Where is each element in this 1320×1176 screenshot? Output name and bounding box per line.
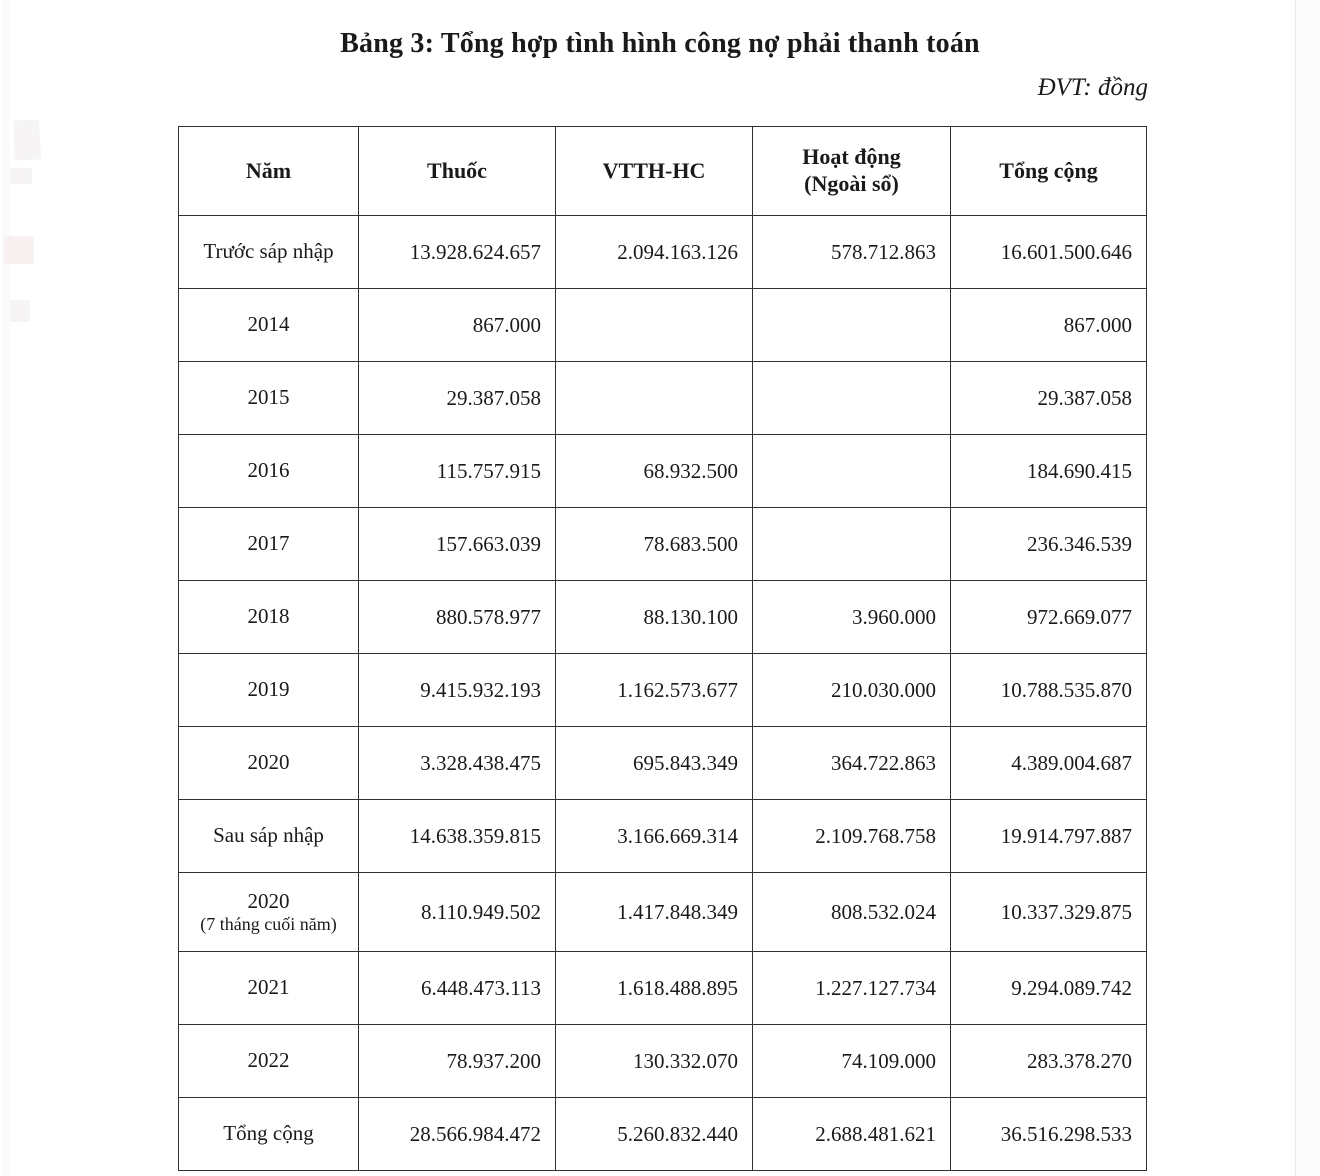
row-vtth-hc-cell-value: 1.417.848.349 bbox=[617, 899, 738, 924]
row-tong-cong-cell-value: 9.294.089.742 bbox=[1011, 975, 1132, 1000]
row-vtth-hc-cell bbox=[556, 800, 753, 873]
row-thuoc-cell-value: 14.638.359.815 bbox=[409, 823, 541, 848]
row-thuoc-cell bbox=[359, 727, 556, 800]
row-vtth-hc-cell bbox=[556, 216, 753, 289]
row-hoat-dong-cell bbox=[753, 289, 951, 362]
table-row bbox=[179, 873, 1147, 952]
row-hoat-dong-cell-value: 1.227.127.734 bbox=[815, 975, 936, 1000]
row-tong-cong-cell bbox=[951, 508, 1147, 581]
row-year-cell bbox=[179, 800, 359, 873]
row-tong-cong-cell-value: 184.690.415 bbox=[1027, 458, 1132, 483]
row-tong-cong-cell-value: 867.000 bbox=[1063, 312, 1132, 337]
debt-summary-table-container bbox=[178, 126, 1146, 1171]
row-hoat-dong-cell bbox=[753, 727, 951, 800]
row-hoat-dong-cell-value: 2.688.481.621 bbox=[815, 1121, 936, 1146]
row-thuoc-cell bbox=[359, 873, 556, 952]
scan-artifact bbox=[10, 168, 32, 184]
row-thuoc-cell-value: 28.566.984.472 bbox=[409, 1121, 541, 1146]
row-hoat-dong-cell-value: 808.532.024 bbox=[831, 899, 936, 924]
row-vtth-hc-cell-value: 1.162.573.677 bbox=[617, 677, 738, 702]
row-year-note: (7 tháng cuối năm) bbox=[200, 913, 337, 934]
row-hoat-dong-cell bbox=[753, 362, 951, 435]
row-hoat-dong-cell bbox=[753, 216, 951, 289]
row-thuoc-cell bbox=[359, 952, 556, 1025]
row-thuoc-cell-value: 115.757.915 bbox=[436, 458, 541, 483]
row-vtth-hc-cell bbox=[556, 727, 753, 800]
row-tong-cong-cell bbox=[951, 216, 1147, 289]
row-vtth-hc-cell-value: 1.618.488.895 bbox=[617, 975, 738, 1000]
row-vtth-hc-cell bbox=[556, 581, 753, 654]
row-year-label: 2015 bbox=[247, 385, 290, 410]
row-thuoc-cell bbox=[359, 654, 556, 727]
column-header-vtth-hc-label: VTTH-HC bbox=[602, 157, 706, 183]
row-year-label: 2022 bbox=[247, 1048, 290, 1073]
row-vtth-hc-cell-value: 78.683.500 bbox=[643, 531, 738, 556]
column-header-thuoc-label: Thuốc bbox=[427, 157, 487, 183]
scan-artifact bbox=[10, 300, 30, 322]
row-year-cell bbox=[179, 1025, 359, 1098]
row-thuoc-cell-value: 6.448.473.113 bbox=[421, 975, 541, 1000]
row-vtth-hc-cell bbox=[556, 654, 753, 727]
row-tong-cong-cell-value: 972.669.077 bbox=[1027, 604, 1132, 629]
row-thuoc-cell-value: 8.110.949.502 bbox=[421, 899, 541, 924]
row-tong-cong-cell bbox=[951, 800, 1147, 873]
row-thuoc-cell-value: 880.578.977 bbox=[436, 604, 541, 629]
row-vtth-hc-cell bbox=[556, 362, 753, 435]
row-vtth-hc-cell bbox=[556, 289, 753, 362]
column-header-tong-cong bbox=[951, 127, 1147, 216]
row-hoat-dong-cell-value: 74.109.000 bbox=[841, 1048, 936, 1073]
scan-artifact bbox=[13, 119, 41, 160]
row-tong-cong-cell-value: 36.516.298.533 bbox=[1000, 1121, 1132, 1146]
table-row bbox=[179, 362, 1147, 435]
row-vtth-hc-cell-value: 68.932.500 bbox=[643, 458, 738, 483]
row-vtth-hc-cell bbox=[556, 508, 753, 581]
row-thuoc-cell-value: 3.328.438.475 bbox=[420, 750, 541, 775]
row-year-cell bbox=[179, 289, 359, 362]
row-thuoc-cell bbox=[359, 435, 556, 508]
row-year-cell bbox=[179, 952, 359, 1025]
row-year-label: Sau sáp nhập bbox=[213, 823, 324, 848]
row-year-cell bbox=[179, 581, 359, 654]
table-row bbox=[179, 216, 1147, 289]
row-vtth-hc-cell bbox=[556, 873, 753, 952]
scan-artifact bbox=[2, 0, 10, 1176]
row-hoat-dong-cell bbox=[753, 654, 951, 727]
row-year-label: 2014 bbox=[247, 312, 290, 337]
row-tong-cong-cell bbox=[951, 289, 1147, 362]
row-year-cell bbox=[179, 216, 359, 289]
row-hoat-dong-cell-value: 3.960.000 bbox=[852, 604, 936, 629]
column-header-vtth-hc bbox=[556, 127, 753, 216]
row-year-label: Tổng cộng bbox=[223, 1121, 314, 1146]
row-vtth-hc-cell-value: 88.130.100 bbox=[643, 604, 738, 629]
row-year-label: 2018 bbox=[247, 604, 290, 629]
unit-label: ĐVT: đồng bbox=[1037, 74, 1148, 101]
column-header-tong-cong-label: Tổng cộng bbox=[999, 157, 1098, 183]
page-edge-shadow bbox=[1296, 0, 1320, 1176]
table-header bbox=[179, 127, 1147, 216]
debt-summary-table bbox=[178, 126, 1147, 1171]
row-hoat-dong-cell bbox=[753, 1098, 951, 1171]
row-tong-cong-cell-value: 283.378.270 bbox=[1027, 1048, 1132, 1073]
row-thuoc-cell-value: 157.663.039 bbox=[436, 531, 541, 556]
table-body bbox=[179, 216, 1147, 1171]
row-vtth-hc-cell bbox=[556, 1098, 753, 1171]
row-thuoc-cell bbox=[359, 581, 556, 654]
scan-artifact bbox=[4, 236, 34, 264]
row-thuoc-cell bbox=[359, 1025, 556, 1098]
row-tong-cong-cell bbox=[951, 727, 1147, 800]
row-tong-cong-cell bbox=[951, 654, 1147, 727]
row-year-label: 2019 bbox=[247, 677, 290, 702]
row-hoat-dong-cell-value: 578.712.863 bbox=[831, 239, 936, 264]
row-tong-cong-cell bbox=[951, 581, 1147, 654]
row-thuoc-cell bbox=[359, 362, 556, 435]
row-vtth-hc-cell-value: 130.332.070 bbox=[633, 1048, 738, 1073]
row-hoat-dong-cell bbox=[753, 800, 951, 873]
row-thuoc-cell-value: 13.928.624.657 bbox=[409, 239, 541, 264]
row-thuoc-cell-value: 29.387.058 bbox=[446, 385, 541, 410]
table-row bbox=[179, 581, 1147, 654]
row-year-label: 2020 bbox=[247, 750, 290, 775]
row-thuoc-cell-value: 78.937.200 bbox=[446, 1048, 541, 1073]
row-tong-cong-cell-value: 16.601.500.646 bbox=[1000, 239, 1132, 264]
table-row bbox=[179, 289, 1147, 362]
row-vtth-hc-cell bbox=[556, 1025, 753, 1098]
row-tong-cong-cell bbox=[951, 362, 1147, 435]
column-header-year bbox=[179, 127, 359, 216]
row-thuoc-cell bbox=[359, 289, 556, 362]
row-hoat-dong-cell bbox=[753, 435, 951, 508]
row-thuoc-cell bbox=[359, 800, 556, 873]
row-year-cell bbox=[179, 873, 359, 952]
column-header-hoat-dong bbox=[753, 127, 951, 216]
table-row bbox=[179, 1098, 1147, 1171]
row-tong-cong-cell bbox=[951, 952, 1147, 1025]
row-hoat-dong-cell-value: 2.109.768.758 bbox=[815, 823, 936, 848]
column-header-hoat-dong-sublabel: (Ngoài sổ) bbox=[804, 171, 899, 196]
row-year-cell bbox=[179, 508, 359, 581]
row-year-label: 2016 bbox=[247, 458, 290, 483]
row-tong-cong-cell-value: 10.337.329.875 bbox=[1000, 899, 1132, 924]
row-hoat-dong-cell bbox=[753, 1025, 951, 1098]
table-row bbox=[179, 800, 1147, 873]
row-thuoc-cell-value: 867.000 bbox=[472, 312, 541, 337]
row-year-cell bbox=[179, 435, 359, 508]
row-tong-cong-cell-value: 4.389.004.687 bbox=[1011, 750, 1132, 775]
row-year-cell bbox=[179, 654, 359, 727]
table-row bbox=[179, 435, 1147, 508]
row-tong-cong-cell bbox=[951, 435, 1147, 508]
row-vtth-hc-cell-value: 2.094.163.126 bbox=[617, 239, 738, 264]
column-header-thuoc bbox=[359, 127, 556, 216]
row-tong-cong-cell-value: 10.788.535.870 bbox=[1000, 677, 1132, 702]
row-tong-cong-cell-value: 236.346.539 bbox=[1027, 531, 1132, 556]
column-header-year-label: Năm bbox=[245, 157, 292, 183]
row-thuoc-cell bbox=[359, 216, 556, 289]
row-year-cell bbox=[179, 727, 359, 800]
row-year-label: 2020 bbox=[247, 888, 290, 913]
row-year-label: Trước sáp nhập bbox=[203, 239, 334, 264]
row-vtth-hc-cell-value: 5.260.832.440 bbox=[617, 1121, 738, 1146]
row-tong-cong-cell bbox=[951, 873, 1147, 952]
row-tong-cong-cell bbox=[951, 1098, 1147, 1171]
table-row bbox=[179, 508, 1147, 581]
row-vtth-hc-cell bbox=[556, 435, 753, 508]
row-tong-cong-cell bbox=[951, 1025, 1147, 1098]
row-tong-cong-cell-value: 19.914.797.887 bbox=[1000, 823, 1132, 848]
row-tong-cong-cell-value: 29.387.058 bbox=[1037, 385, 1132, 410]
table-header-row bbox=[179, 127, 1147, 216]
row-year-cell bbox=[179, 1098, 359, 1171]
row-vtth-hc-cell-value: 3.166.669.314 bbox=[617, 823, 738, 848]
row-hoat-dong-cell-value: 364.722.863 bbox=[831, 750, 936, 775]
table-row bbox=[179, 727, 1147, 800]
table-row bbox=[179, 952, 1147, 1025]
row-hoat-dong-cell bbox=[753, 952, 951, 1025]
row-hoat-dong-cell bbox=[753, 581, 951, 654]
row-vtth-hc-cell bbox=[556, 952, 753, 1025]
row-thuoc-cell bbox=[359, 1098, 556, 1171]
row-hoat-dong-cell bbox=[753, 873, 951, 952]
row-thuoc-cell-value: 9.415.932.193 bbox=[420, 677, 541, 702]
row-hoat-dong-cell-value: 210.030.000 bbox=[831, 677, 936, 702]
table-row bbox=[179, 1025, 1147, 1098]
row-vtth-hc-cell-value: 695.843.349 bbox=[633, 750, 738, 775]
row-year-cell bbox=[179, 362, 359, 435]
row-thuoc-cell bbox=[359, 508, 556, 581]
table-row bbox=[179, 654, 1147, 727]
page-edge-line bbox=[1295, 0, 1296, 1176]
row-year-label: 2021 bbox=[247, 975, 290, 1000]
row-year-label: 2017 bbox=[247, 531, 290, 556]
page-title: Bảng 3: Tổng hợp tình hình công nợ phải thanh toán bbox=[340, 28, 980, 59]
row-hoat-dong-cell bbox=[753, 508, 951, 581]
column-header-hoat-dong-label: Hoạt động bbox=[802, 144, 901, 170]
